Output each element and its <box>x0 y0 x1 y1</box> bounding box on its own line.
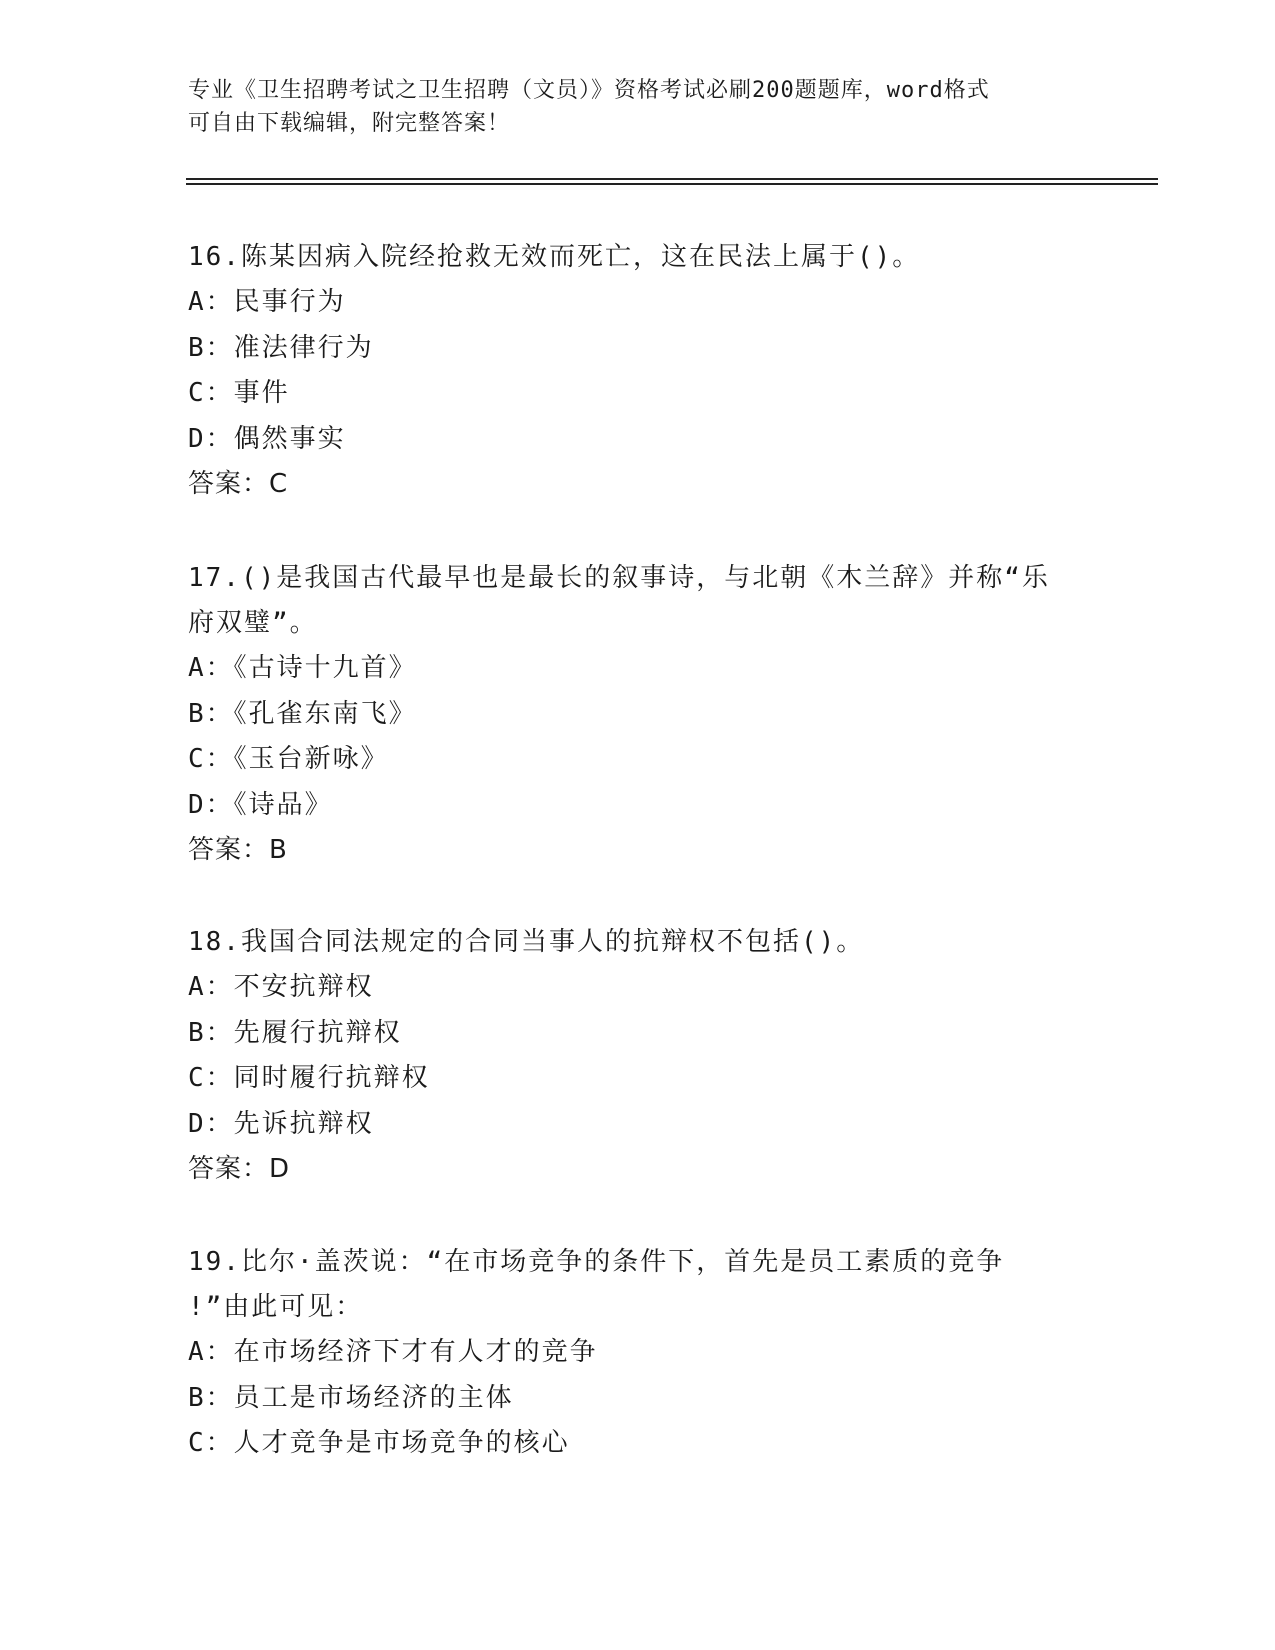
question-stem-continued: 府双璧”。 <box>188 608 318 638</box>
header-divider-bottom <box>186 183 1158 185</box>
option-c: C：事件 <box>188 378 290 408</box>
question-stem-continued: !”由此可见： <box>188 1292 364 1322</box>
question-stem: 17.()是我国古代最早也是最长的叙事诗，与北朝《木兰辞》并称“乐 <box>188 563 1050 593</box>
option-c: C：同时履行抗辩权 <box>188 1063 430 1093</box>
option-c: C：人才竞争是市场竞争的核心 <box>188 1428 570 1458</box>
option-a: A：在市场经济下才有人才的竞争 <box>188 1337 598 1367</box>
question-19 <box>188 1240 1088 1467</box>
option-d: D：《诗品》 <box>188 789 333 820</box>
header-line-2: 可自由下载编辑，附完整答案！ <box>188 111 511 136</box>
option-a: A：《古诗十九首》 <box>188 653 417 683</box>
option-b: B：员工是市场经济的主体 <box>188 1382 514 1413</box>
question-stem: 19.比尔·盖茨说：“在市场竞争的条件下，首先是员工素质的竞争 <box>188 1247 1005 1277</box>
header-line-1: 专业《卫生招聘考试之卫生招聘（文员）》资格考试必刷200题题库，word格式 <box>188 78 990 103</box>
option-d: D：先诉抗辩权 <box>188 1108 374 1139</box>
question-18 <box>188 920 1088 1193</box>
question-17 <box>188 556 1088 874</box>
option-d: D：偶然事实 <box>188 423 346 454</box>
answer: 答案：D <box>188 1154 291 1184</box>
document-header <box>188 74 1088 140</box>
option-b: B：《孔雀东南飞》 <box>188 698 417 729</box>
question-stem: 18.我国合同法规定的合同当事人的抗辩权不包括()。 <box>188 927 865 957</box>
answer: 答案：B <box>188 835 288 865</box>
option-a: A：不安抗辩权 <box>188 972 374 1002</box>
question-16 <box>188 235 1088 508</box>
question-stem: 16.陈某因病入院经抢救无效而死亡，这在民法上属于()。 <box>188 242 921 272</box>
option-b: B：先履行抗辩权 <box>188 1017 402 1048</box>
answer: 答案：C <box>188 469 289 499</box>
option-c: C：《玉台新咏》 <box>188 744 389 774</box>
option-a: A：民事行为 <box>188 287 346 317</box>
header-divider-top <box>186 178 1158 180</box>
option-b: B：准法律行为 <box>188 332 374 363</box>
